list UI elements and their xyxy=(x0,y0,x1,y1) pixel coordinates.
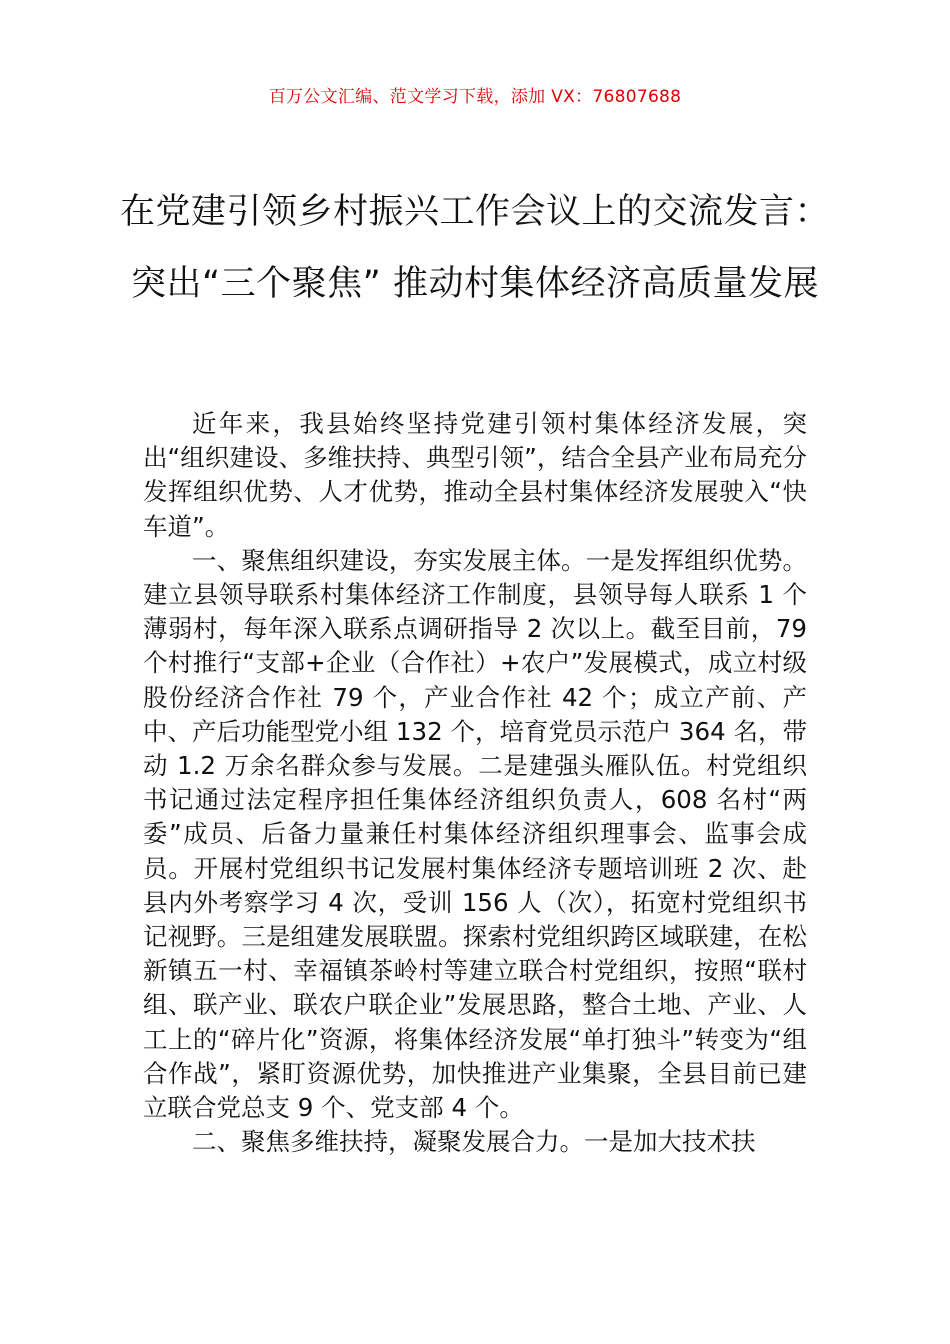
paragraph-section-one: 一、聚焦组织建设，夯实发展主体。一是发挥组织优势。建立县领导联系村集体经济工作制度，县领导每人联系 1 个薄弱村，每年深入联系点调研指导 2 次以上。截至目前，79 个村推行“支部+企业（合作社）+农户”发展模式，成立村级股份经济合作社 79 个，产业合作社 42 个；成立产前、产中、产后功能型党小组 132 个，培育党员示范户 364 名，带动 1.2 万余名群众参与发展。二是建强头雁队伍。村党组织书记通过法定程序担任集体经济组织负责人，608 名村“两委”成员、后备力量兼任村集体经济组织理事会、监事会成员。开展村党组织书记发展村集体经济专题培训班 2 次、赴县内外考察学习 4 次，受训 156 人（次），拓宽村党组织书记视野。三是组建发展联盟。探索村党组织跨区域联建，在松新镇五一村、幸福镇茶岭村等建立联合村党组织，按照“联村组、联产业、联农户联企业”发展思路，整合土地、产业、人工上的“碎片化”资源，将集体经济发展“单打独斗”转变为“组合作战”，紧盯资源优势，加快推进产业集聚，全县目前已建立联合党总支 9 个、党支部 4 个。 xyxy=(143,545,807,1123)
paragraph-section-two: 二、聚焦多维扶持，凝聚发展合力。一是加大技术扶 xyxy=(192,1127,756,1157)
header-watermark-note: 百万公文汇编、范文学习下载，添加 VX：76807688 xyxy=(268,87,682,107)
paragraph-intro: 近年来，我县始终坚持党建引领村集体经济发展，突出“组织建设、多维扶持、典型引领”，结合全县产业布局充分发挥组织优势、人才优势，推动全县村集体经济发展驶入“快车道”。 xyxy=(143,409,807,541)
document-body xyxy=(143,407,807,1159)
document-title: 在党建引领乡村振兴工作会议上的交流发言：突出“三个聚焦” 推动村集体经济高质量发展 xyxy=(120,192,831,304)
